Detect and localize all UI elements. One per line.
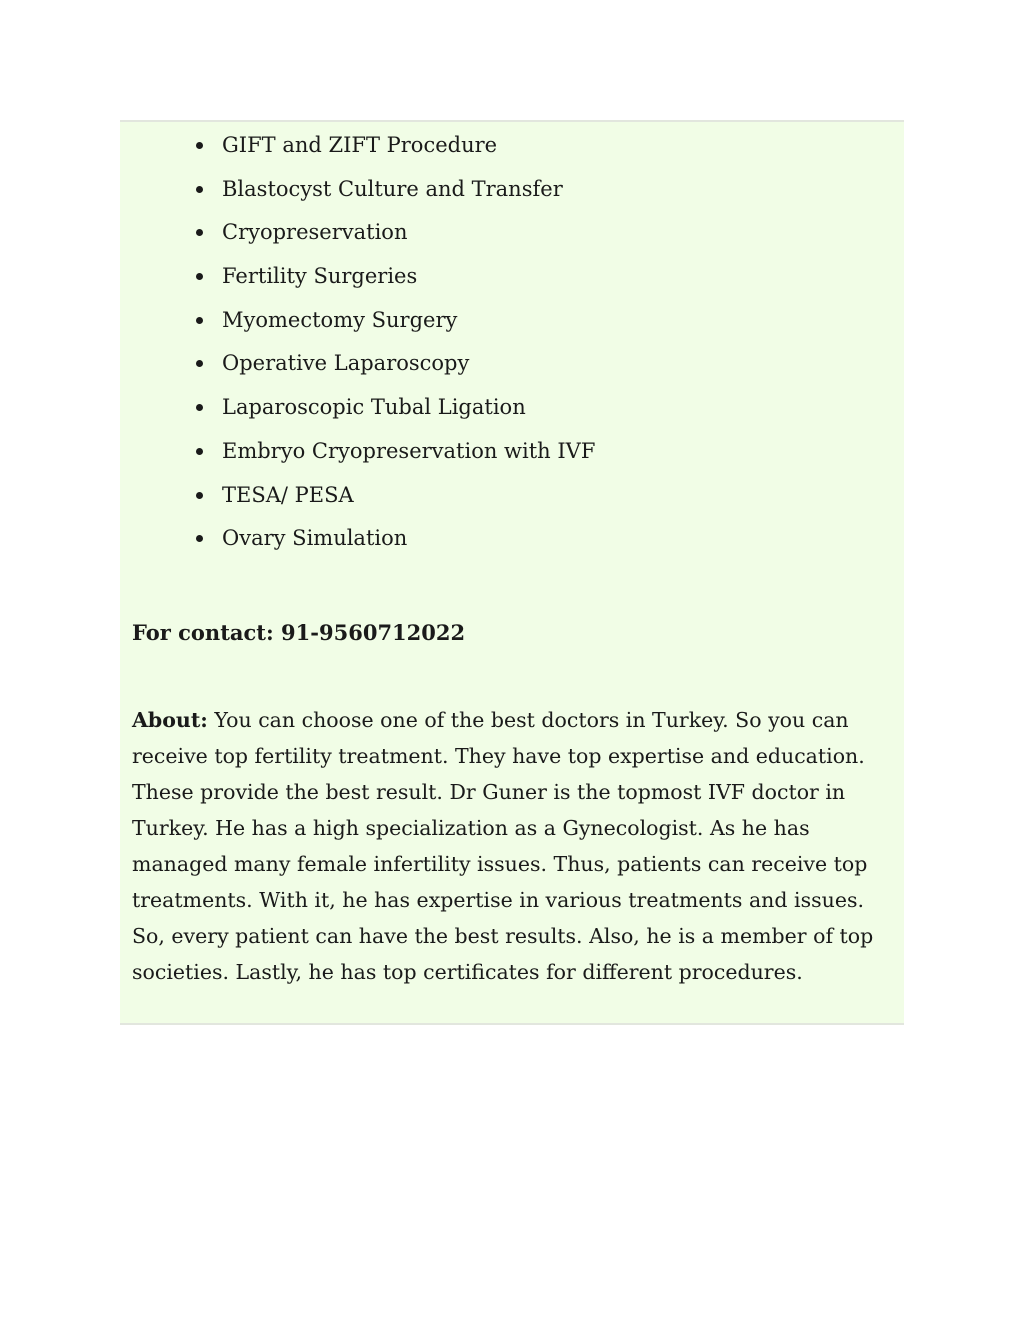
bullet-icon: [196, 317, 203, 324]
list-item: [120, 392, 904, 436]
bullet-icon: [196, 186, 203, 193]
service-label: Cryopreservation: [222, 220, 408, 245]
list-item: [120, 217, 904, 261]
list-item: [120, 348, 904, 392]
bullet-icon: [196, 360, 203, 367]
bullet-icon: [196, 492, 203, 499]
service-label: Myomectomy Surgery: [222, 307, 458, 332]
contact-line: For contact: 91-9560712022: [132, 620, 466, 645]
service-label: TESA/ PESA: [222, 482, 354, 507]
bullet-icon: [196, 229, 203, 236]
list-item: [120, 130, 904, 174]
list-item: [120, 305, 904, 349]
service-label: Blastocyst Culture and Transfer: [222, 176, 563, 201]
list-item: [120, 523, 904, 567]
list-item: [120, 436, 904, 480]
service-label: Laparoscopic Tubal Ligation: [222, 395, 526, 420]
bullet-icon: [196, 535, 203, 542]
service-label: Operative Laparoscopy: [222, 351, 470, 376]
about-label: About:: [132, 708, 208, 732]
service-list: [120, 130, 904, 567]
service-label: Fertility Surgeries: [222, 264, 418, 289]
about-paragraph: [132, 702, 897, 990]
bullet-icon: [196, 273, 203, 280]
bullet-icon: [196, 404, 203, 411]
list-item: [120, 174, 904, 218]
list-item: [120, 480, 904, 524]
bullet-icon: [196, 448, 203, 455]
content-box: [120, 120, 904, 1025]
about-text: You can choose one of the best doctors in Turkey. So you can receive top fertility treatment. They have top expertise and education. These provide the best result. Dr Guner is the topmost IVF doctor in Turkey. He has a high specialization as a Gynecologist. As he has managed many female infertility issues. Thus, patients can receive top treatments. With it, he has expertise in various treatments and issues. So, every patient can have the best results. Also, he is a member of top societies. Lastly, he has top certificates for different procedures.: [132, 708, 874, 984]
service-label: GIFT and ZIFT Procedure: [222, 133, 498, 157]
service-label: Ovary Simulation: [222, 526, 408, 551]
service-label: Embryo Cryopreservation with IVF: [222, 438, 596, 463]
list-item: [120, 261, 904, 305]
bullet-icon: [196, 142, 203, 149]
